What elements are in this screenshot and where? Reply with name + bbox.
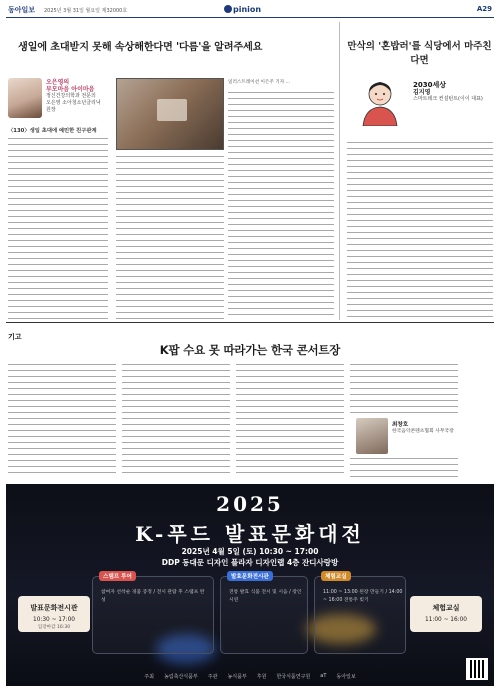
article-body-text (122, 364, 230, 478)
article-headline: 생일에 초대받지 못해 속상해한다면 '다름'을 알려주세요 (18, 42, 263, 53)
card-text: 참여자 선착순 경품 증정 / 전시 관람 후 스탬프 완성 (101, 590, 205, 603)
exhibition-hours-box (18, 596, 90, 632)
card-label: 체험교실 (321, 571, 351, 581)
event-venue: DDP 동대문 디자인 플라자 디자인랩 4층 잔디사랑방 (161, 558, 339, 567)
box-title: 체험교실 (432, 604, 460, 612)
date-text: 2025년 3월 31일 월요일 (44, 8, 101, 14)
box-title: 발표문화전시관 (30, 604, 78, 612)
article-illustration (116, 78, 224, 150)
article-body-text (350, 458, 458, 478)
newspaper-logo: 동아일보 (8, 6, 36, 14)
class-hours-box (410, 596, 482, 632)
writer-desc: 스마트테크 컨설턴트(이이 대표) (413, 96, 483, 102)
article-body-text (8, 364, 116, 478)
article-headline: 만삭의 '혼밥러'를 식당에서 마주친다면 (347, 41, 492, 66)
info-card-stamp (92, 576, 214, 654)
writer-byline (392, 422, 492, 435)
writer-photo (356, 418, 388, 454)
event-date: 2025년 4월 5일 (토) 10:30 ~ 17:00 (181, 547, 319, 556)
sponsor-label: 후원 (256, 673, 267, 680)
writer-desc: 한국음악콘텐츠협회 사무국장 (392, 428, 454, 434)
sponsor-name: 농식품부 (227, 673, 247, 680)
writer-name: 최창호 (392, 422, 409, 428)
contribution-article (6, 326, 494, 478)
section-divider (6, 322, 494, 323)
info-card-class (314, 576, 406, 654)
advertisement (6, 484, 494, 686)
author-photo (8, 78, 42, 118)
masthead (6, 4, 494, 18)
article-body-text (228, 92, 334, 320)
box-time: 10:30 ~ 17:00 (33, 617, 75, 623)
series-title: 2030세상 (413, 81, 447, 89)
card-text: 전통 발효 식품 전시 및 시음 / 장인 시연 (229, 590, 302, 603)
opinion-o-icon (224, 5, 232, 13)
info-card-exhibit (220, 576, 308, 654)
issue-date (44, 7, 127, 14)
article-body-text (116, 156, 224, 320)
event-title: K-푸드 발표문화대전 (135, 522, 365, 546)
article-body-text (347, 142, 493, 320)
article-subtitle: 〈130〉생일 초대에 예민한 친구관계 (8, 128, 97, 134)
sponsor-name: aT (320, 673, 327, 679)
card-label: 발효문화전시관 (227, 571, 273, 581)
sponsor-label: 주관 (207, 673, 218, 680)
page-number: A29 (476, 5, 492, 13)
writer-byline (413, 82, 493, 103)
sponsor-name: 동아일보 (336, 673, 356, 680)
2030-column (345, 26, 494, 320)
writer-name: 김지영 (413, 89, 431, 96)
author-desc-2: 오은영 소아청소년클리닉 원장 (46, 100, 101, 113)
card-text: 11:00 ~ 13:00 된장 만들기 / 14:00 ~ 16:00 전통주 빚기 (323, 590, 403, 603)
column-title: 부모마음 아이마음 (46, 86, 95, 93)
column-divider (339, 22, 340, 320)
card-label: 스탬프 투어 (99, 571, 136, 581)
parenting-column (6, 26, 334, 320)
sponsor-label: 주최 (144, 673, 154, 680)
article-body-text (8, 138, 108, 320)
sponsor-name: 한국식품연구원 (276, 673, 311, 680)
illustration-caption: 일러스트레이션 이은주 기자 ... (228, 80, 291, 85)
section-title (224, 5, 261, 14)
author-name: 오은영의 (46, 79, 70, 86)
section-label: pinion (233, 5, 262, 14)
event-year: 2025 (216, 492, 284, 516)
article-body-text (236, 364, 344, 478)
article-kicker: 기고 (8, 333, 22, 341)
box-time: 11:00 ~ 16:00 (425, 617, 467, 623)
author-byline (46, 79, 106, 114)
writer-illustration (355, 78, 405, 126)
article-headline: K팝 수요 못 따라가는 한국 콘서트장 (159, 343, 341, 357)
box-note: 입장마감 16:30 (37, 625, 71, 630)
article-body-text (350, 364, 458, 414)
sponsor-name: 농림축산식품부 (163, 673, 198, 680)
sponsor-bar (6, 670, 494, 682)
issue-number: 제32000호 (101, 8, 128, 14)
author-desc: 정신건강의학과 전문의 (46, 93, 96, 99)
